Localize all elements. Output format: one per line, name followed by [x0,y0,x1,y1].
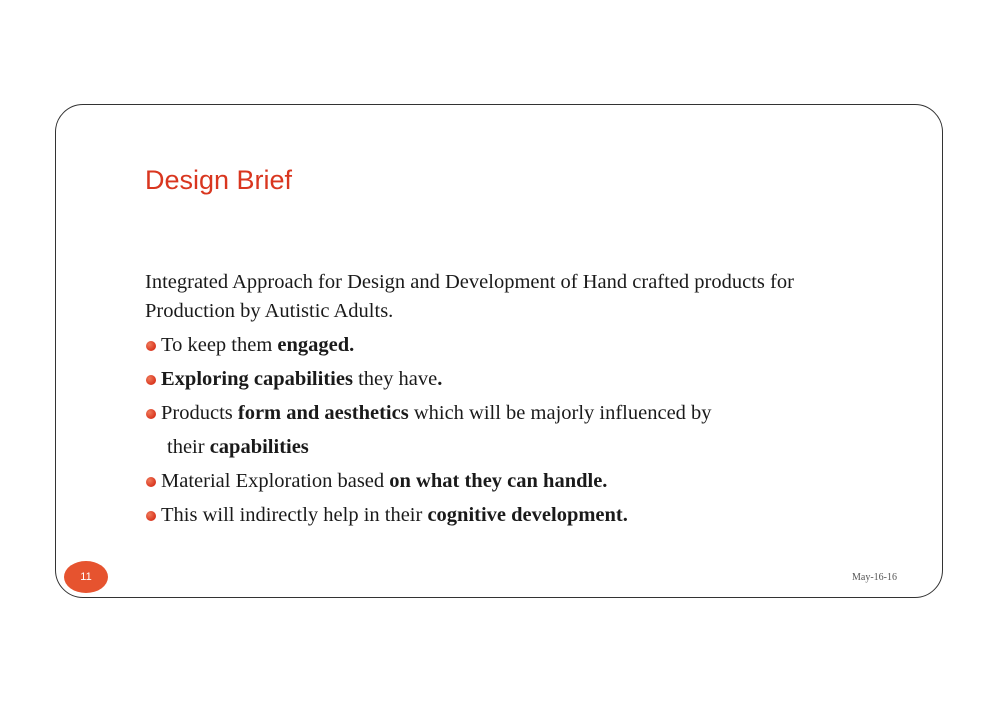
bullet-item [145,365,885,394]
bullet-dot-icon [146,341,156,351]
bullet-text-bold: engaged. [277,334,355,356]
bullet-dot-icon [146,511,156,521]
bullet-text-bold: form and aesthetics [237,402,409,424]
page-number-badge [64,561,108,593]
bullet-dot-icon [146,375,156,385]
bullet-item [145,399,885,462]
bullet-text-bold: cognitive development. [427,504,628,526]
bullet-text-normal: This will indirectly help in their [161,504,428,526]
bullet-text-normal: which will be majorly influenced by [408,402,712,424]
bullet-dot-icon [146,477,156,487]
bullet-text-bold: Exploring capabilities [161,368,353,390]
bullet-item [145,331,885,360]
slide-date: May-16-16 [852,572,897,583]
bullet-item [145,501,885,530]
bullet-text-normal: To keep them [161,334,278,356]
bullet-continuation [161,433,885,462]
bullet-text-bold: . [437,368,443,390]
bullet-text-bold: on what they can handle. [389,470,608,492]
bullet-text-bold: capabilities [209,436,309,458]
bullet-text-normal: Products [161,402,238,424]
slide-body [145,268,885,535]
bullet-text-normal: they have [352,368,438,390]
slide-title: Design Brief [145,165,293,195]
bullet-text-normal: Material Exploration based [161,470,390,492]
bullet-item [145,467,885,496]
bullet-dot-icon [146,409,156,419]
page-number: 11 [80,571,92,583]
bullet-list [145,331,885,530]
bullet-text-normal: their [167,436,210,458]
intro-text: Integrated Approach for Design and Development of Hand crafted products for Production by Autistic Adults. [145,271,794,322]
